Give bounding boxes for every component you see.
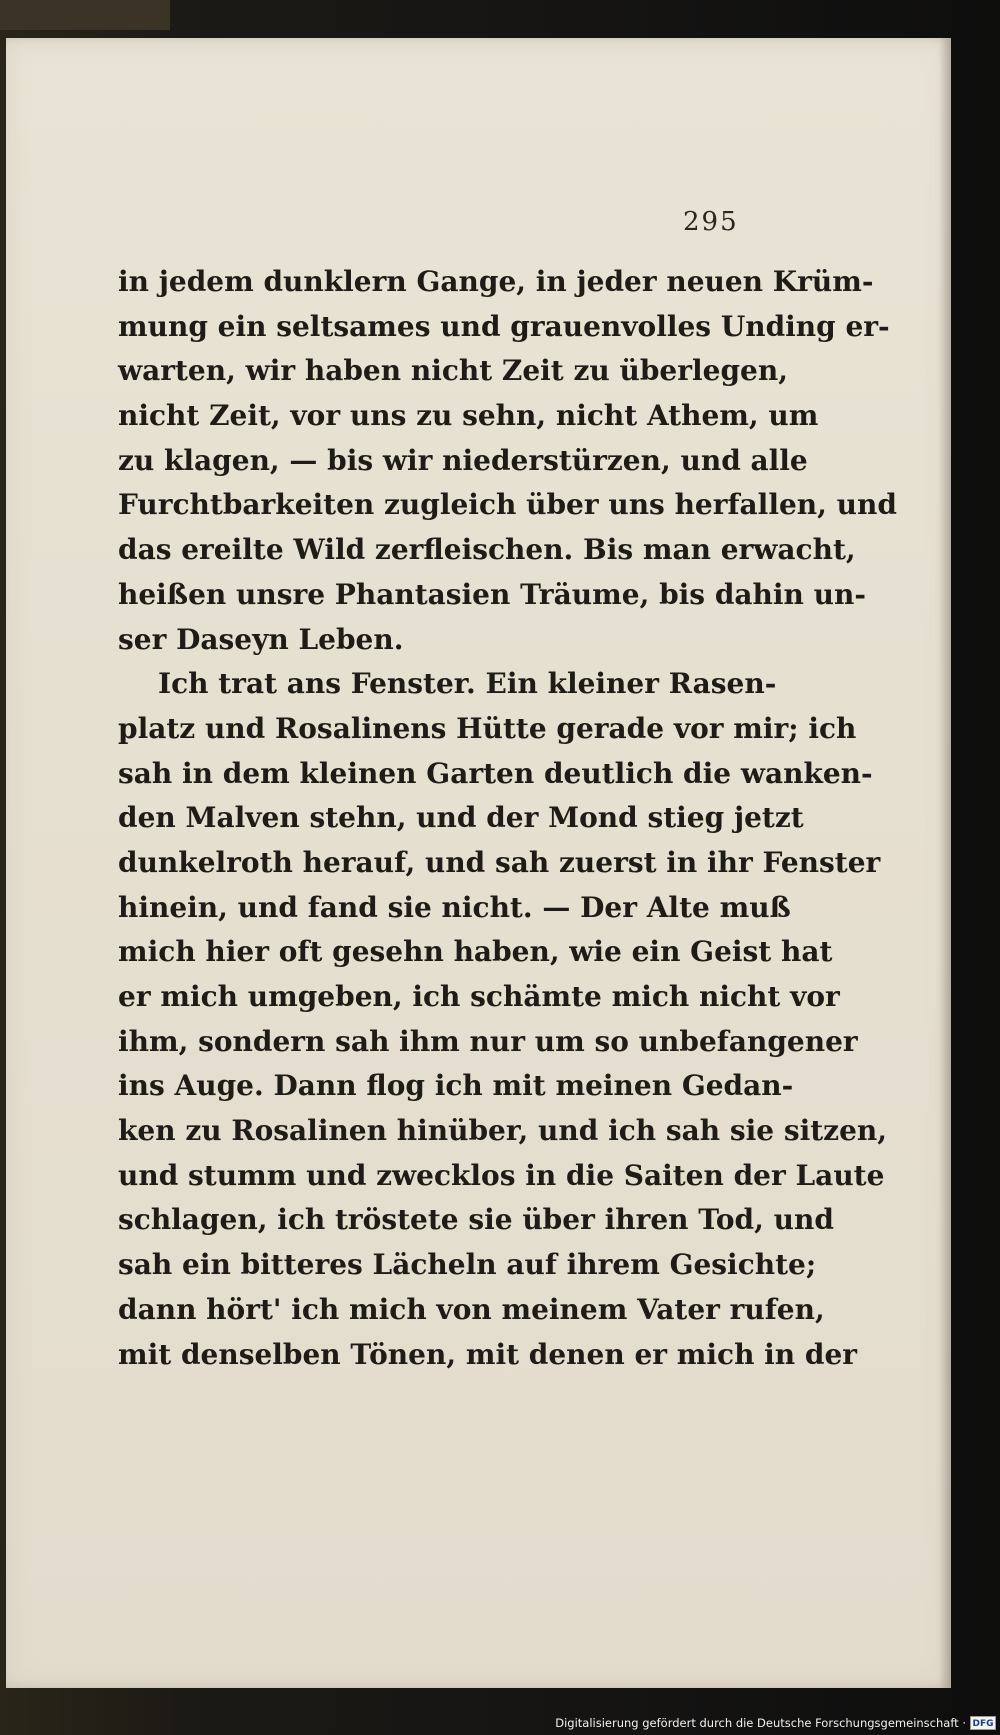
text-line: mich hier oft gesehn haben, wie ein Geist hat xyxy=(118,935,833,969)
text-line: ser Daseyn Leben. xyxy=(118,622,404,656)
page-edge-shadow xyxy=(939,38,951,1688)
text-line: schlagen, ich tröstete sie über ihren Tod, und xyxy=(118,1203,834,1237)
text-line: in jedem dunklern Gange, in jeder neuen Krüm‑ xyxy=(118,265,874,298)
text-line: ken zu Rosalinen hinüber, und ich sah sie sitzen, xyxy=(118,1114,888,1148)
text-line: Furchtbarkeiten zugleich über uns herfallen, und xyxy=(118,488,897,522)
text-line: ins Auge. Dann flog ich mit meinen Gedan‑ xyxy=(118,1069,794,1103)
book-edge-tab xyxy=(0,0,170,30)
text-line: sah ein bitteres Lächeln auf ihrem Gesichte; xyxy=(118,1248,817,1282)
text-line: das ereilte Wild zerfleischen. Bis man erwacht, xyxy=(118,533,856,567)
digitization-credit: Digitalisierung gefördert durch die Deutsche Forschungsgemeinschaft · xyxy=(555,1716,966,1730)
text-line: sah in dem kleinen Garten deutlich die wanken‑ xyxy=(118,756,873,790)
text-line: nicht Zeit, vor uns zu sehn, nicht Athem, um xyxy=(118,399,819,433)
text-line: den Malven stehn, und der Mond stieg jetzt xyxy=(118,801,804,835)
text-line: und stumm und zwecklos in die Saiten der Laute xyxy=(118,1158,885,1192)
text-line: dunkelroth herauf, und sah zuerst in ihr Fenster xyxy=(118,845,881,879)
text-line: dann hört' ich mich von meinem Vater rufen, xyxy=(118,1292,825,1326)
text-line: heißen unsre Phantasien Träume, bis dahin un‑ xyxy=(118,577,866,611)
text-line: mung ein seltsames und grauenvolles Unding er‑ xyxy=(118,309,890,343)
dfg-logo: DFG xyxy=(970,1716,996,1730)
body-text xyxy=(118,260,897,1377)
text-line: platz und Rosalinens Hütte gerade vor mir; ich xyxy=(118,711,857,745)
text-line: er mich umgeben, ich schämte mich nicht vor xyxy=(118,980,840,1013)
text-line: zu klagen, — bis wir niederstürzen, und alle xyxy=(118,443,808,477)
text-line: Ich trat ans Fenster. Ein kleiner Rasen‑ xyxy=(158,667,777,701)
text-line: ihm, sondern sah ihm nur um so unbefangener xyxy=(118,1024,858,1058)
page-number: 295 xyxy=(683,207,739,237)
text-line: mit denselben Tönen, mit denen er mich in der xyxy=(118,1337,858,1371)
text-line: warten, wir haben nicht Zeit zu überlegen, xyxy=(118,354,788,388)
text-line: hinein, und fand sie nicht. — Der Alte muß xyxy=(118,890,791,924)
